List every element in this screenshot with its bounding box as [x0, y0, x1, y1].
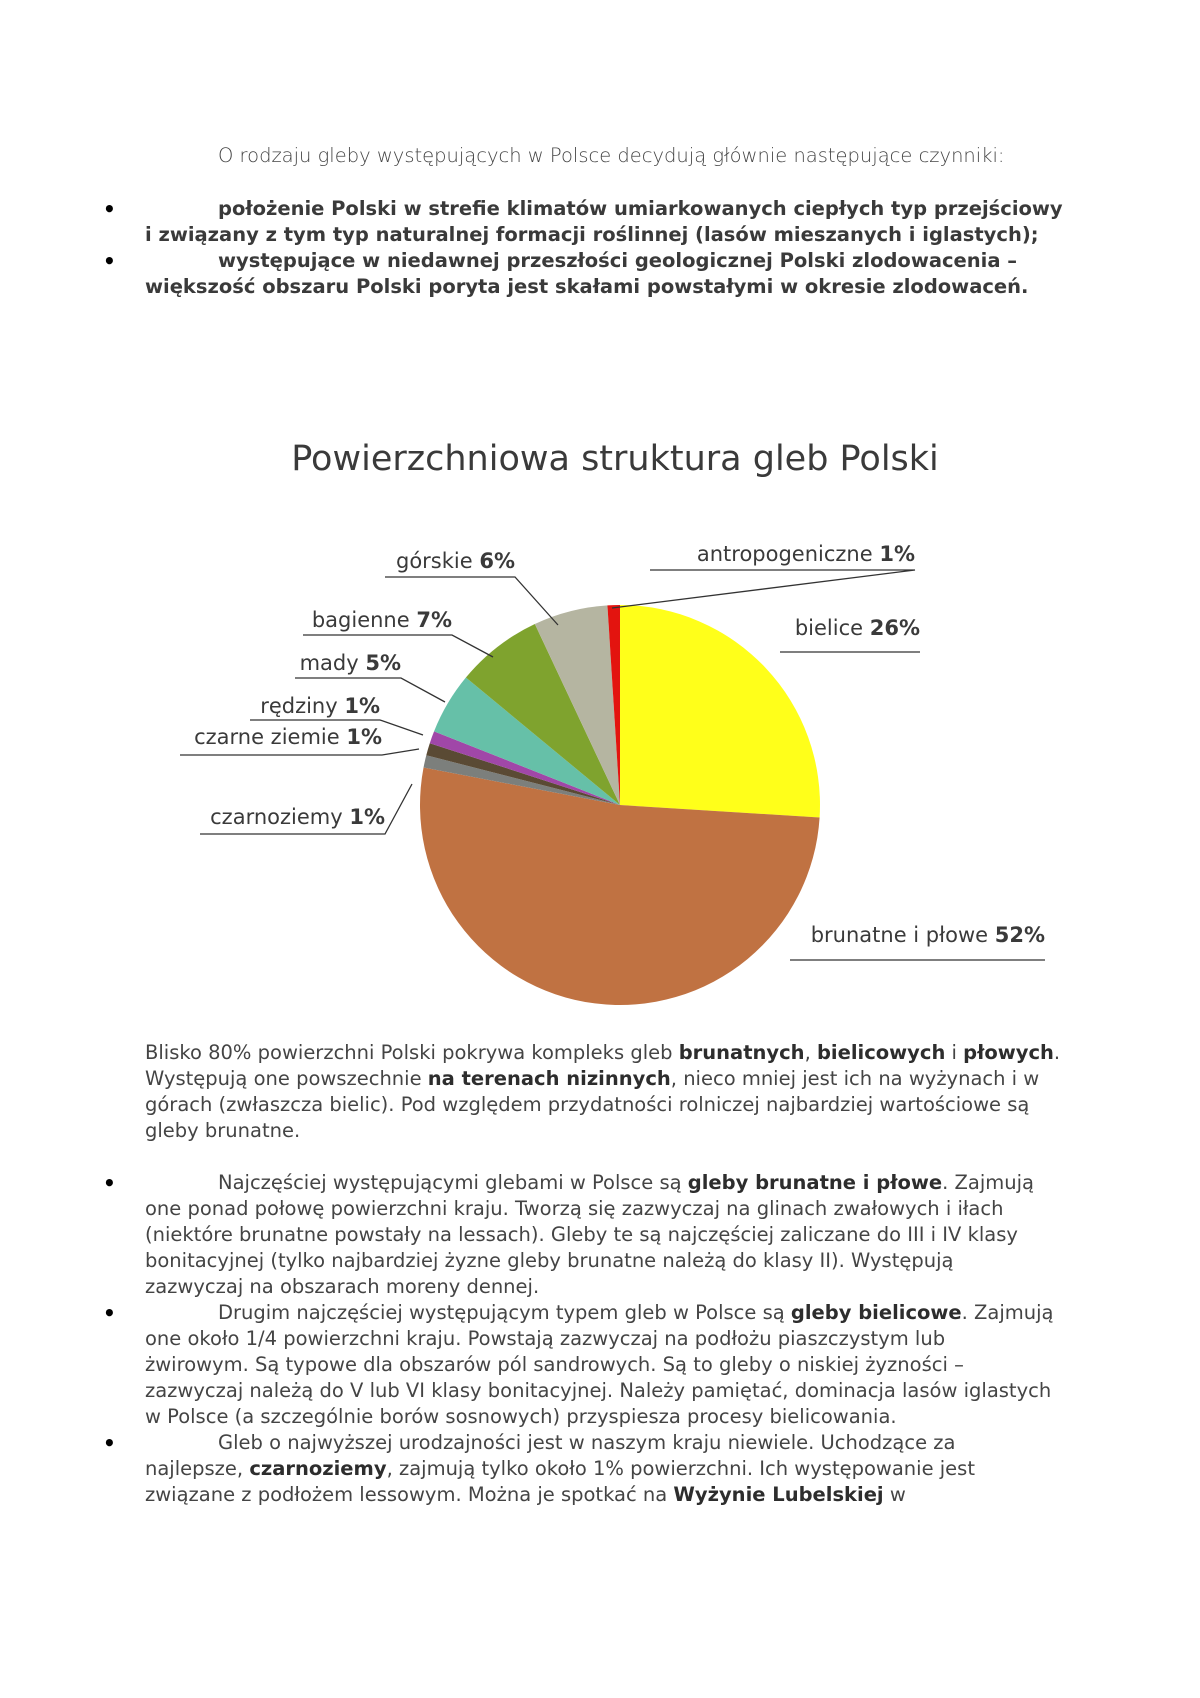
factor-text: położenie Polski w strefie klimatów umiarkowanych ciepłych typ przejściowy i związany z tym typ naturalnej formacji roślinnej (lasów mieszanych i iglastych);	[145, 197, 1063, 246]
slice-label	[300, 651, 401, 675]
slice-value: 1%	[349, 805, 385, 829]
list-item	[0, 248, 1075, 300]
bullet-icon: •	[103, 1171, 116, 1195]
list-item	[0, 1300, 1055, 1430]
slice-label	[697, 542, 915, 566]
details-list	[0, 1170, 1200, 1508]
slice-name: bagienne	[311, 608, 417, 632]
summary-bold: brunatnych	[678, 1041, 805, 1064]
summary-text: , nieco mniej jest ich na wyżynach i w górach (zwłaszcza bielic). Pod względem przydatności rolniczej najbardziej wartościowe są gleby brunatne.	[145, 1067, 1040, 1142]
slice-value: 52%	[994, 923, 1045, 947]
slice-name: czarne ziemie	[194, 725, 347, 749]
slice-name: antropogeniczne	[696, 542, 880, 566]
slice-label	[795, 616, 920, 640]
bullet-icon: •	[103, 197, 116, 221]
slice-value: 1%	[344, 694, 380, 718]
bullet-icon: •	[103, 249, 116, 273]
soil-pie-chart	[0, 430, 1200, 1020]
slice-value: 7%	[416, 608, 452, 632]
detail-bold: gleby brunatne i płowe	[687, 1171, 943, 1194]
slice-label	[396, 549, 515, 573]
bullet-icon: •	[103, 1301, 116, 1325]
detail-text: Najczęściej występującymi glebami w Polsce są	[218, 1171, 688, 1194]
slice-name: górskie	[396, 549, 480, 573]
slice-label	[260, 694, 380, 718]
slice-name: brunatne i płowe	[810, 923, 995, 947]
slice-label	[811, 923, 1045, 947]
summary-text: ,	[804, 1041, 817, 1064]
detail-bold: czarnoziemy	[249, 1457, 387, 1480]
slice-name: rędziny	[260, 694, 345, 718]
detail-text: . Zajmują one około 1/4 powierzchni kraju. Powstają zazwyczaj na podłożu piaszczystym lub żwirowym. Są typowe dla obszarów pól sandrowych. Są to gleby o niskiej żyzności – zazwyczaj należą do V lub VI klasy bonitacyjnej. Należy pamiętać, dominacja lasów iglastych w Polsce (a szczególnie borów sosnowych) przyspiesza procesy bielicowania.	[145, 1301, 1054, 1428]
slice-label	[312, 608, 452, 632]
list-item	[0, 196, 1075, 248]
pie-slice-0	[620, 605, 820, 818]
slice-value: 6%	[479, 549, 515, 573]
detail-text: , zajmują tylko około 1% powierzchni. Ich występowanie jest związane z podłożem lessowym. Można je spotkać na	[145, 1457, 975, 1506]
detail-text: . Zajmują one ponad połowę powierzchni kraju. Tworzą się zazwyczaj na glinach zwałowych i iłach (niektóre brunatne powstały na lessach). Gleby te są najczęściej zaliczane do III i IV klasy bonitacyjnej (tylko najbardziej żyzne gleby brunatne należą do klasy II). Występują zazwyczaj na obszarach moreny dennej.	[145, 1171, 1034, 1298]
bullet-icon: •	[103, 1431, 116, 1455]
detail-text: w	[883, 1483, 906, 1506]
chart-title: Powierzchniowa struktura gleb Polski	[291, 439, 939, 479]
detail-bold: Wyżynie Lubelskiej	[673, 1483, 884, 1506]
slice-name: czarnoziemy	[210, 805, 350, 829]
slice-name: bielice	[794, 616, 870, 640]
summary-bold: płowych	[963, 1041, 1054, 1064]
list-item	[0, 1430, 1055, 1508]
factor-text: występujące w niedawnej przeszłości geologicznej Polski zlodowacenia – większość obszaru Polski poryta jest skałami powstałymi w okresie zlodowaceń.	[145, 249, 1029, 298]
slice-name: mady	[299, 651, 366, 675]
summary-text: Blisko 80% powierzchni Polski pokrywa kompleks gleb	[145, 1041, 679, 1064]
slice-value: 1%	[346, 725, 382, 749]
detail-bold: gleby bielicowe	[790, 1301, 962, 1324]
summary-text: . Występują one powszechnie	[145, 1041, 1061, 1090]
slice-value: 5%	[365, 651, 401, 675]
factors-list	[0, 196, 1200, 300]
slice-label	[194, 725, 382, 749]
list-item	[0, 1170, 1055, 1300]
leader-line	[612, 570, 915, 608]
slice-value: 1%	[879, 542, 915, 566]
summary-paragraph	[145, 1040, 1085, 1144]
intro-text: O rodzaju gleby występujących w Polsce decydują głównie następujące czynniki:	[218, 144, 1005, 167]
intro-paragraph	[145, 143, 1004, 169]
summary-bold: na terenach nizinnych	[427, 1067, 671, 1090]
leader-line	[180, 749, 419, 755]
detail-text: Drugim najczęściej występującym typem gleb w Polsce są	[218, 1301, 791, 1324]
slice-label	[210, 805, 385, 829]
slice-value: 26%	[869, 616, 920, 640]
summary-text: i	[945, 1041, 964, 1064]
summary-bold: bielicowych	[816, 1041, 946, 1064]
detail-text: Gleb o najwyższej urodzajności jest w naszym kraju niewiele. Uchodzące za najlepsze,	[145, 1431, 956, 1480]
